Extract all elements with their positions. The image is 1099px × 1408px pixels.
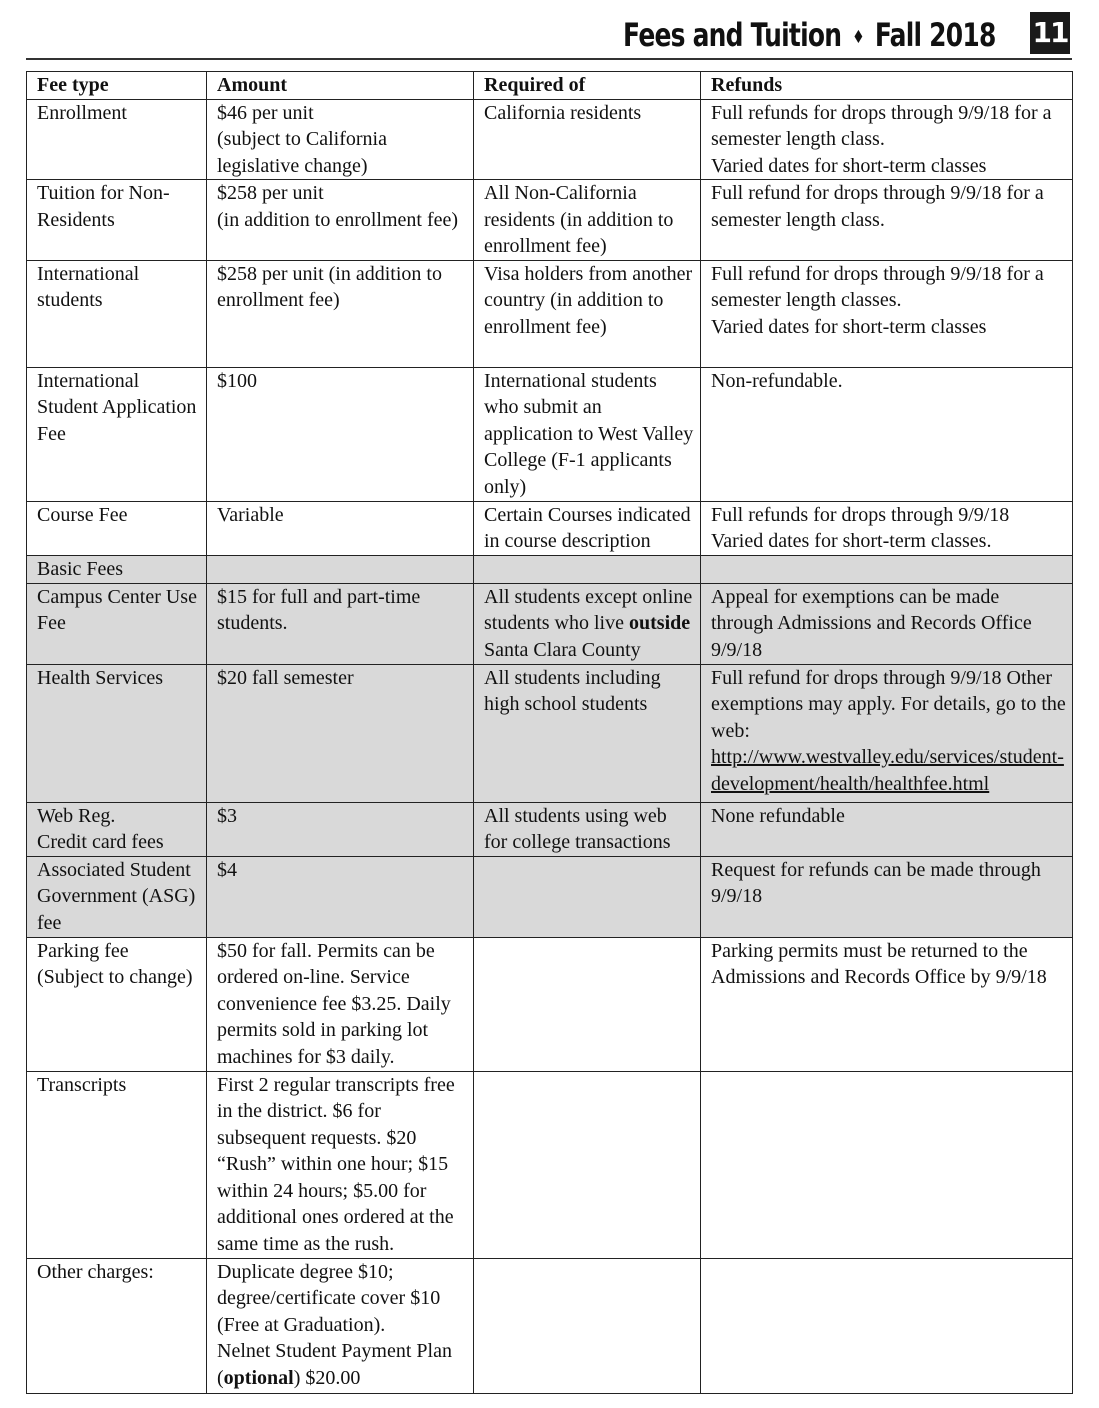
amount-cell: $4 bbox=[207, 856, 474, 937]
column-header-amount: Amount bbox=[207, 72, 474, 100]
column-header-fee-type: Fee type bbox=[27, 72, 207, 100]
table-row bbox=[27, 583, 1073, 664]
empty-cell bbox=[701, 555, 1073, 583]
fee-type-cell: Enrollment bbox=[27, 99, 207, 180]
section-row-basic-fees bbox=[27, 555, 1073, 583]
table-row bbox=[27, 180, 1073, 261]
table-header-row bbox=[27, 72, 1073, 100]
amount-cell: $20 fall semester bbox=[207, 664, 474, 802]
fee-type-cell: Parking fee (Subject to change) bbox=[27, 937, 207, 1071]
required-of-cell: All students using web for college transactions bbox=[474, 802, 701, 856]
refunds-cell: Full refund for drops through 9/9/18 for a semester length classes. Varied dates for short-term classes bbox=[701, 260, 1073, 367]
refunds-cell: Request for refunds can be made through 9/9/18 bbox=[701, 856, 1073, 937]
required-of-cell: International students who submit an application to West Valley College (F-1 applicants only) bbox=[474, 367, 701, 501]
table-row bbox=[27, 937, 1073, 1071]
amount-cell: $100 bbox=[207, 367, 474, 501]
column-header-refunds: Refunds bbox=[701, 72, 1073, 100]
table-row bbox=[27, 664, 1073, 802]
amount-cell: $50 for fall. Permits can be ordered on-line. Service convenience fee $3.25. Daily permits sold in parking lot machines for $3 daily. bbox=[207, 937, 474, 1071]
required-of-cell: All students except online students who live outside Santa Clara County bbox=[474, 583, 701, 664]
refunds-cell bbox=[701, 1258, 1073, 1393]
fee-type-cell: Transcripts bbox=[27, 1071, 207, 1258]
fee-type-cell: Tuition for Non-Residents bbox=[27, 180, 207, 261]
health-fee-link[interactable]: http://www.westvalley.edu/services/student-development/health/healthfee.html bbox=[711, 746, 1064, 795]
amount-cell: $15 for full and part-time students. bbox=[207, 583, 474, 664]
table-row bbox=[27, 99, 1073, 180]
fee-type-cell: Web Reg. Credit card fees bbox=[27, 802, 207, 856]
refunds-cell: Full refund for drops through 9/9/18 for a semester length class. bbox=[701, 180, 1073, 261]
amount-cell: First 2 regular transcripts free in the district. $6 for subsequent requests. $20 “Rush” within one hour; $15 within 24 hours; $5.00 for additional ones ordered at the same time as the rush. bbox=[207, 1071, 474, 1258]
page-title bbox=[624, 16, 996, 54]
refunds-cell: Parking permits must be returned to the Admissions and Records Office by 9/9/18 bbox=[701, 937, 1073, 1071]
refunds-cell bbox=[701, 1071, 1073, 1258]
amount-cell: $3 bbox=[207, 802, 474, 856]
fee-type-cell: Other charges: bbox=[27, 1258, 207, 1393]
title-section: Fees and Tuition bbox=[623, 16, 842, 54]
required-of-cell bbox=[474, 856, 701, 937]
fee-type-cell: Campus Center Use Fee bbox=[27, 583, 207, 664]
empty-cell bbox=[474, 555, 701, 583]
amount-cell: Variable bbox=[207, 501, 474, 555]
table-row bbox=[27, 802, 1073, 856]
amount-cell: Duplicate degree $10; degree/certificate cover $10 (Free at Graduation). Nelnet Student Payment Plan (optional) $20.00 bbox=[207, 1258, 474, 1393]
required-of-cell: Certain Courses indicated in course description bbox=[474, 501, 701, 555]
amount-cell: $46 per unit (subject to California legislative change) bbox=[207, 99, 474, 180]
required-of-cell bbox=[474, 937, 701, 1071]
fee-type-cell: Health Services bbox=[27, 664, 207, 802]
page-header bbox=[26, 10, 1072, 60]
column-header-required-of: Required of bbox=[474, 72, 701, 100]
required-of-cell: California residents bbox=[474, 99, 701, 180]
fees-table bbox=[26, 71, 1073, 1394]
page-number-badge: 11 bbox=[1030, 12, 1070, 54]
title-term: Fall 2018 bbox=[875, 16, 996, 54]
table-row bbox=[27, 1258, 1073, 1393]
required-of-cell: All students including high school students bbox=[474, 664, 701, 802]
required-of-cell: All Non-California residents (in addition to enrollment fee) bbox=[474, 180, 701, 261]
table-row bbox=[27, 501, 1073, 555]
fee-type-cell: International students bbox=[27, 260, 207, 367]
table-row bbox=[27, 856, 1073, 937]
refunds-cell: Appeal for exemptions can be made through Admissions and Records Office 9/9/18 bbox=[701, 583, 1073, 664]
refunds-cell: Full refunds for drops through 9/9/18 Varied dates for short-term classes. bbox=[701, 501, 1073, 555]
table-row bbox=[27, 367, 1073, 501]
required-of-cell: Visa holders from another country (in addition to enrollment fee) bbox=[474, 260, 701, 367]
fee-type-cell: Course Fee bbox=[27, 501, 207, 555]
required-of-cell bbox=[474, 1071, 701, 1258]
required-of-cell bbox=[474, 1258, 701, 1393]
table-row bbox=[27, 1071, 1073, 1258]
amount-cell: $258 per unit (in addition to enrollment fee) bbox=[207, 180, 474, 261]
amount-cell: $258 per unit (in addition to enrollment fee) bbox=[207, 260, 474, 367]
refunds-cell: Non-refundable. bbox=[701, 367, 1073, 501]
empty-cell bbox=[207, 555, 474, 583]
section-label: Basic Fees bbox=[27, 555, 207, 583]
refunds-cell: None refundable bbox=[701, 802, 1073, 856]
fee-type-cell: International Student Application Fee bbox=[27, 367, 207, 501]
diamond-separator-icon: ♦ bbox=[852, 26, 865, 48]
refunds-cell: Full refunds for drops through 9/9/18 for a semester length class. Varied dates for short-term classes bbox=[701, 99, 1073, 180]
fee-type-cell: Associated Student Government (ASG) fee bbox=[27, 856, 207, 937]
table-row bbox=[27, 260, 1073, 367]
refunds-cell: Full refund for drops through 9/9/18 Other exemptions may apply. For details, go to the web: http://www.westvalley.edu/services/student-development/health/healthfee.html bbox=[701, 664, 1073, 802]
